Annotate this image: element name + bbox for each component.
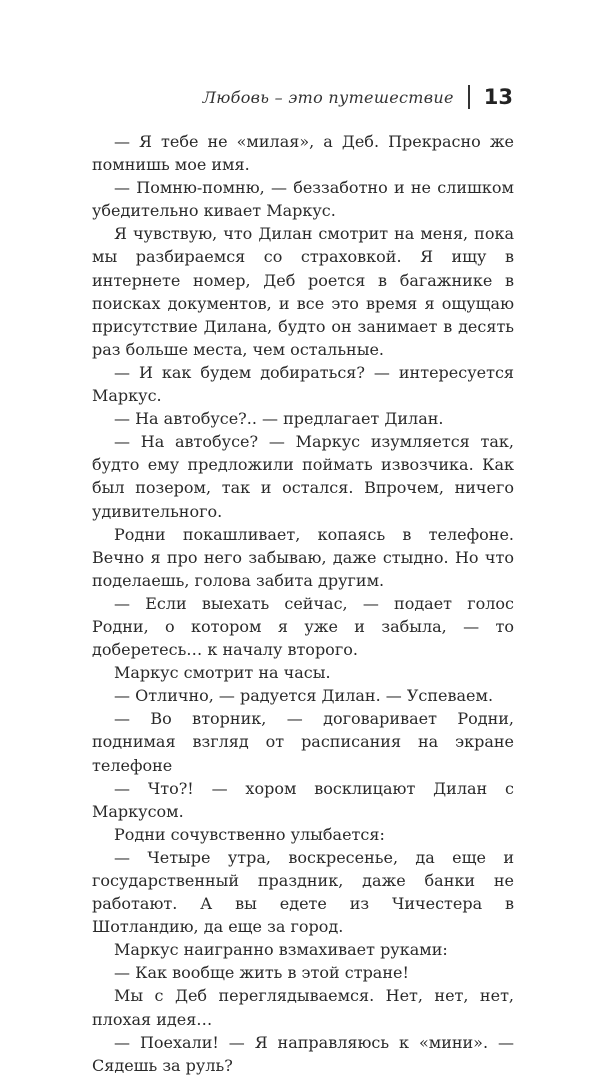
paragraph: — И как будем добираться? — интересуется Маркус. [92, 362, 514, 406]
paragraph: Родни сочувственно улыбается: [114, 824, 385, 844]
paragraph: Родни покашливает, копаясь в телефоне. Вечно я про него забываю, даже стыдно. Но что поделаешь, голова забита другим. [92, 524, 514, 590]
paragraph: — Поехали! — Я направляюсь к «мини». — Сядешь за руль? [92, 1032, 514, 1075]
paragraph: Я чувствую, что Дилан смотрит на меня, пока мы разбираемся со страховкой. Я ищу в интернете номер, Деб роется в багажнике в поисках документов, и все это время я ощущаю присутствие Дилана, будто он занимает в десять раз больше места, чем остальные. [92, 224, 514, 359]
paragraph: — Если выехать сейчас, — подает голос Родни, о котором я уже и забыла, — то доберетесь… к началу второго. [92, 593, 514, 660]
page-number: 13 [483, 85, 513, 109]
paragraph: — На автобусе? — Маркус изумляется так, будто ему предложили поймать извозчика. Как был позером, так и остался. Впрочем, ничего удивительного. [92, 432, 514, 521]
paragraph: — На автобусе?.. — предлагает Дилан. [114, 409, 444, 429]
running-title: Любовь – это путешествие [202, 87, 454, 107]
paragraph: — Что?! — хором восклицают Дилан с Маркусом. [92, 778, 514, 821]
paragraph: — Четыре утра, воскресенье, да еще и государственный праздник, даже банки не работают. А вы едете из Чичестера в Шотландию, да еще за город. [92, 847, 514, 937]
paragraph: — Я тебе не «милая», а Деб. Прекрасно же помнишь мое имя. [92, 132, 514, 175]
paragraph: Мы с Деб переглядываемся. Нет, нет, нет, плохая идея… [92, 986, 514, 1029]
body-text [92, 130, 514, 1077]
paragraph: Маркус наигранно взмахивает руками: [114, 940, 448, 960]
paragraph: — Помню-помню, — беззаботно и не слишком убедительно кивает Маркус. [92, 178, 514, 221]
header-divider [468, 85, 470, 109]
running-header [203, 82, 513, 112]
paragraph: — Как вообще жить в этой стране! [114, 963, 409, 983]
paragraph: — Во вторник, — договаривает Родни, поднимая взгляд от расписания на экране телефоне [92, 709, 514, 775]
paragraph: — Отлично, — радуется Дилан. — Успеваем. [114, 686, 494, 706]
paragraph: Маркус смотрит на часы. [114, 663, 331, 683]
